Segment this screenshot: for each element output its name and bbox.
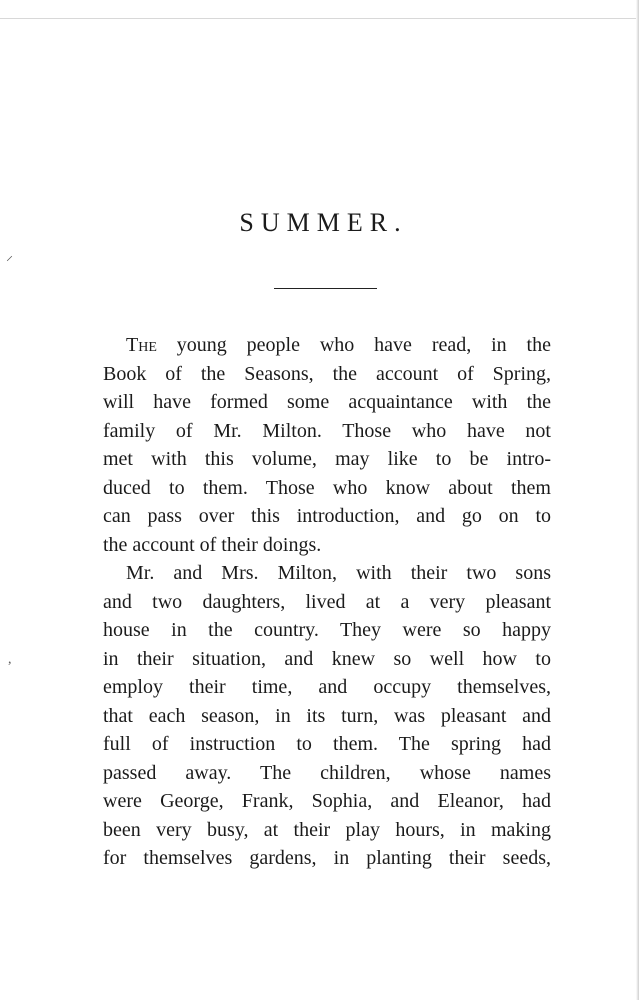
- text-line: Mr. and Mrs. Milton, with their two sons: [126, 562, 551, 584]
- text-line: passed away. The children, whose names: [103, 761, 551, 784]
- text-line: met with this volume, may like to be intro-: [103, 448, 551, 470]
- text-line: can pass over this introduction, and go on to: [103, 505, 551, 527]
- text-line: been very busy, at their play hours, in making: [103, 818, 551, 841]
- text-line-rest: young people who have read, in the: [156, 334, 551, 356]
- text-line: house in the country. They were so happy: [103, 619, 551, 641]
- text-line: family of Mr. Milton. Those who have not: [103, 419, 551, 442]
- text-line: in their situation, and knew so well how to: [103, 647, 551, 670]
- text-line: and two daughters, lived at a very pleasant: [103, 590, 551, 613]
- text-line: employ their time, and occupy themselves,: [103, 676, 551, 698]
- margin-speck: ⸝: [6, 249, 13, 264]
- text-line: were George, Frank, Sophia, and Eleanor, had: [103, 790, 551, 812]
- text-line: the account of their doings.: [103, 533, 322, 556]
- text-line: for themselves gardens, in planting their seeds,: [103, 847, 551, 869]
- chapter-title: SUMMER.: [239, 208, 408, 237]
- text-line: full of instruction to them. The spring had: [103, 733, 551, 755]
- title-divider: [274, 288, 377, 289]
- page-edge-top: [0, 18, 639, 19]
- margin-speck: ,: [8, 652, 12, 667]
- text-line: duced to them. Those who know about them: [103, 476, 551, 499]
- text-line: that each season, in its turn, was pleasant and: [103, 704, 551, 727]
- text-line: will have formed some acquaintance with the: [103, 391, 551, 413]
- chapter-body: [103, 331, 551, 873]
- drop-word: The: [126, 334, 157, 356]
- text-line: Book of the Seasons, the account of Spring,: [103, 362, 551, 385]
- text-line: [103, 331, 551, 360]
